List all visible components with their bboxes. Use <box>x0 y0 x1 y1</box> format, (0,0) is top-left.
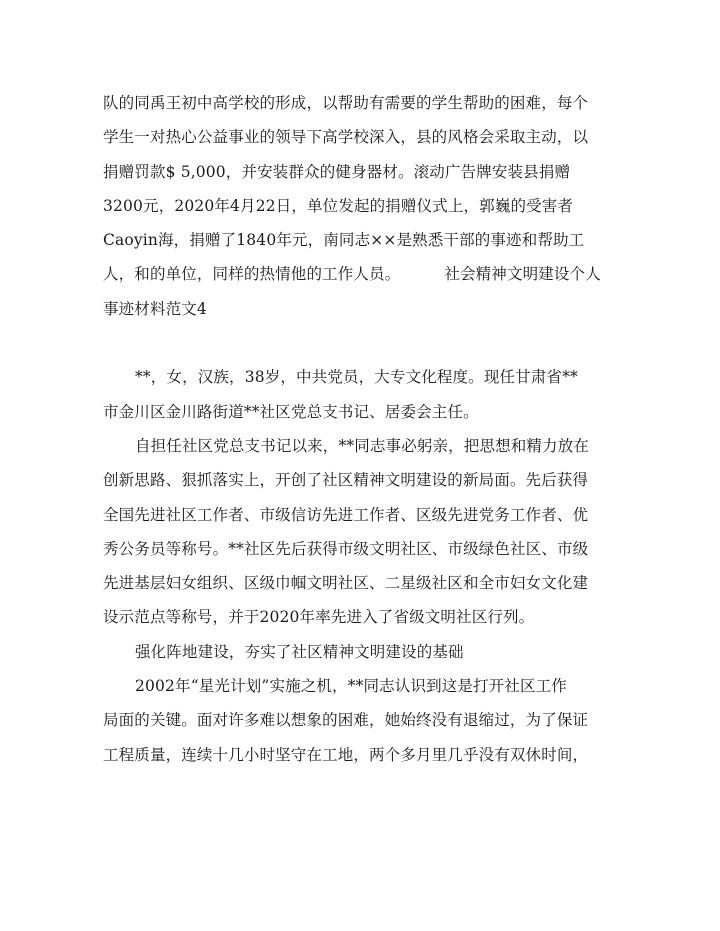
text-line: 秀公务员等称号。**社区先后获得市级文明社区、市级绿色社区、市级 <box>103 539 589 558</box>
section-title-continuation: 事迹材料范文4 <box>103 299 207 318</box>
text-line: 局面的关键。面对许多难以想象的困难，她始终没有退缩过，为了保证 <box>103 711 589 730</box>
text-line: 3200元，2020年4月22日，单位发起的捐赠仪式上，郭巍的受害者 <box>103 196 574 215</box>
document-body <box>103 86 631 772</box>
text-line: 捐赠罚款$ 5,000，并安装群众的健身器材。滚动广告牌安装县捐赠 <box>103 162 571 181</box>
text-line: 创新思路、狠抓落实上，开创了社区精神文明建设的新局面。先后获得 <box>103 471 589 490</box>
text-line: 队的同禹王初中高学校的形成，以帮助有需要的学生帮助的困难，每个 <box>103 94 589 112</box>
text-line: 设示范点等称号，并于2020年率先进入了省级文明社区行列。 <box>103 608 535 627</box>
text-line: 自担任社区党总支书记以来，**同志事必躬亲，把思想和精力放在 <box>135 436 590 455</box>
section-heading: 强化阵地建设，夯实了社区精神文明建设的基础 <box>135 642 464 661</box>
text-line: 市金川区金川路街道**社区党总支书记、居委会主任。 <box>103 402 479 421</box>
text-segment: 人，和的单位，同样的热情他的工作人员。 <box>103 265 401 284</box>
text-line-with-heading <box>103 257 631 291</box>
text-line: 学生一对热心公益事业的领导下高学校深入，县的风格会采取主动，以 <box>103 128 589 147</box>
text-line: Caoyin海，捐赠了1840年元，南同志××是熟悉干部的事迹和帮助工 <box>103 231 585 250</box>
text-line: **，女，汉族，38岁，中共党员，大专文化程度。现任甘肃省** <box>135 368 578 387</box>
text-line: 全国先进社区工作者、市级信访先进工作者、区级先进党务工作者、优 <box>103 505 589 524</box>
section-title-inline: 社会精神文明建设个人 <box>444 265 601 284</box>
text-line: 先进基层妇女组织、区级巾帼文明社区、二星级社区和全市妇女文化建 <box>103 574 589 593</box>
text-line: 工程质量，连续十几小时坚守在工地，两个多月里几乎没有双休时间， <box>103 745 589 764</box>
text-line: 2002年“星光计划”实施之机，**同志认识到这是打开社区工作 <box>135 677 567 696</box>
blank-line <box>103 326 631 360</box>
